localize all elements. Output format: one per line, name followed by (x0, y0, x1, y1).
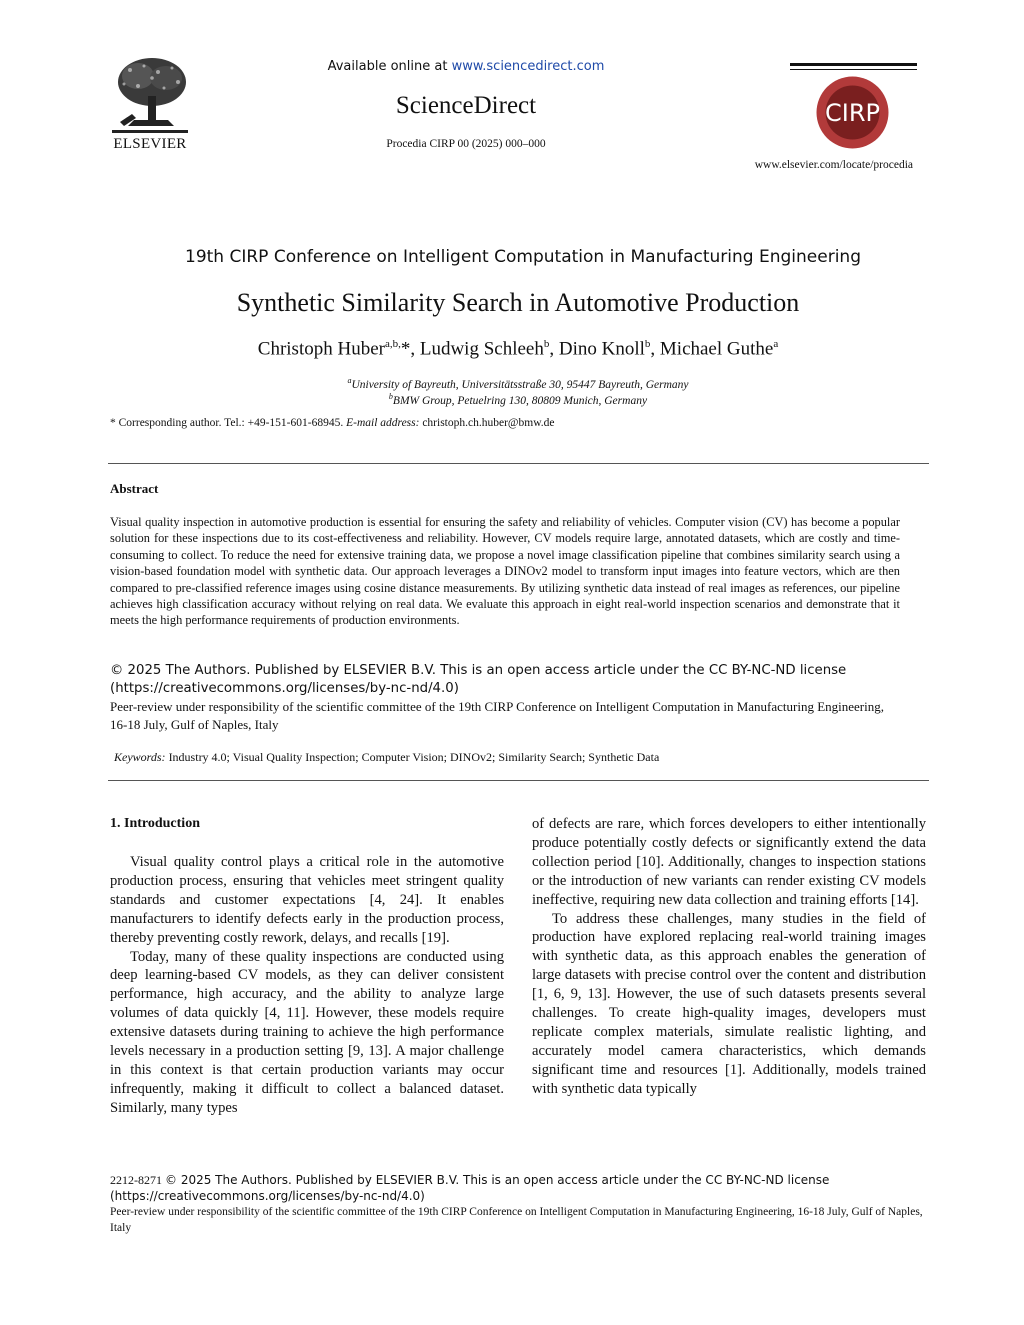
author-4: Michael Guthe (659, 338, 774, 360)
cirp-logo (815, 75, 890, 150)
available-prefix: Available online at (327, 59, 452, 74)
affiliation-a: $^a$University of Bayreuth, Universitätsstraße 30, 95447 Bayreuth, Germany (347, 376, 689, 391)
footer-peer-review: Peer-review under responsibility of the scientific committee of the 19th CIRP Conference on Intelligent Computation in Manufacturing Engineering, 16-18 July, Gulf of Naples, Italy (110, 1206, 923, 1234)
paragraph: Visual quality control plays a critical role in the automotive production process, ensuring that vehicles meet stringent quality standards and customer expectations [4, 24]. It enables manufacturers to identify defects early in the production process, thereby preventing costly rework, delays, and recalls [19]. (110, 854, 504, 946)
author-3: Dino Knoll (558, 338, 645, 360)
elsevier-tree-logo (108, 56, 192, 134)
author-1: Christoph Huber (257, 338, 385, 360)
abstract-copyright: © 2025 The Authors. Published by ELSEVIER B.V. This is an open access article under the CC BY-NC-ND license (https://creativecommons.org/licenses/by-nc-nd/4.0) (110, 663, 847, 696)
email-address: christoph.ch.huber@bmw.de (419, 417, 555, 429)
section-heading-introduction: 1. Introduction (110, 816, 200, 831)
abstract-text: Visual quality inspection in automotive production is essential for ensuring the safety and reliability of vehicles. Computer vision (CV) has become a popular solution for these inspections due to its cost-effectiveness and reliability. However, CV models require large, annotated datasets, which are costly and time-consuming to collect. To reduce the need for extensive training data, we propose a novel image classification pipeline that combines similarity search using a vision-based foundation model with synthetic data. Our approach leverages a DINOv2 model to transform input images into feature vectors, which are then compared to pre-classified reference images using cosine distance measurements. By utilizing synthetic data instead of real images as references, our pipeline achieves high classification accuracy without relying on real data. We evaluate this approach in eight real-world inspection scenarios and demonstrate that it meets the high performance requirements of production environments. (110, 515, 900, 628)
corresponding-author: * Corresponding author. Tel.: +49-151-601-68945. E-mail address: christoph.ch.huber@bmw.de (110, 417, 555, 429)
paper-title: Synthetic Similarity Search in Automotive Production (236, 288, 800, 317)
conference-title: 19th CIRP Conference on Intelligent Computation in Manufacturing Engineering (185, 247, 861, 267)
issn: 2212-8271 (110, 1173, 165, 1187)
divider-top (108, 463, 929, 464)
author-2: Ludwig Schleeh (419, 338, 544, 360)
sciencedirect-link[interactable]: www.sciencedirect.com (451, 59, 605, 74)
paragraph: Today, many of these quality inspections are conducted using deep learning-based CV models, as they can deliver consistent performance, high accuracy, and the ability to analyze large volumes of data quickly [4, 11]. However, these models require extensive datasets during training to achieve the high performance levels necessary in a production setting [9, 13]. A major challenge in this context is that certain production variants may occur infrequently, making it difficult to collect a balanced dataset. Similarly, many types (110, 948, 504, 1116)
journal-line: Procedia CIRP 00 (2025) 000–000 (386, 138, 546, 150)
elsevier-wordmark: ELSEVIER (113, 136, 187, 152)
column-left (110, 853, 504, 1118)
author-list: Christoph Huber$^{a,b,}$*, Ludwig Schleeh$^b$, Dino Knoll$^b$, Michael Guthe$^a$ (257, 338, 779, 360)
available-online-line (300, 59, 632, 74)
abstract-heading: Abstract (110, 481, 159, 496)
divider-bottom (108, 780, 929, 781)
sciencedirect-title: ScienceDirect (395, 92, 537, 119)
keywords: Keywords: Industry 4.0; Visual Quality Inspection; Computer Vision; DINOv2; Similarity Search; Synthetic Data (114, 750, 660, 764)
paragraph: To address these challenges, many studies in the field of production have explored replacing real-world training images with synthetic data, as this approach enables the generation of large datasets with precise control over the content and distribution [1, 6, 9, 13]. However, the use of such datasets presents several challenges. To create high-quality images, developers must replicate complex materials, simulate realistic lighting, and accurately model camera characteristics, which demands significant time and resources [1]. Additionally, models trained with synthetic data typically (532, 910, 926, 1097)
procedia-url: www.elsevier.com/locate/procedia (754, 159, 913, 171)
footer-copyright: 2212-8271 © 2025 The Authors. Published by ELSEVIER B.V. This is an open access article under the CC BY-NC-ND license (https://creativecommons.org/licenses/by-nc-nd/4.0) (110, 1173, 830, 1203)
abstract-peer-review: Peer-review under responsibility of the scientific committee of the 19th CIRP Conference on Intelligent Computation in Manufacturing Engineering, 16-18 July, Gulf of Naples, Italy (110, 699, 885, 732)
column-right (532, 815, 926, 1099)
cirp-header-lines (790, 63, 917, 70)
paragraph: of defects are rare, which forces developers to either intentionally produce potentially costly defects or significantly extend the data collection period [10]. Additionally, changes to inspection stations or the introduction of new variants can render existing CV models ineffective, requiring new data collection and training efforts [14]. (532, 816, 926, 908)
affiliation-b: $^b$BMW Group, Petuelring 130, 80809 Munich, Germany (388, 392, 648, 407)
cirp-logo-text: CIRP (825, 99, 880, 127)
